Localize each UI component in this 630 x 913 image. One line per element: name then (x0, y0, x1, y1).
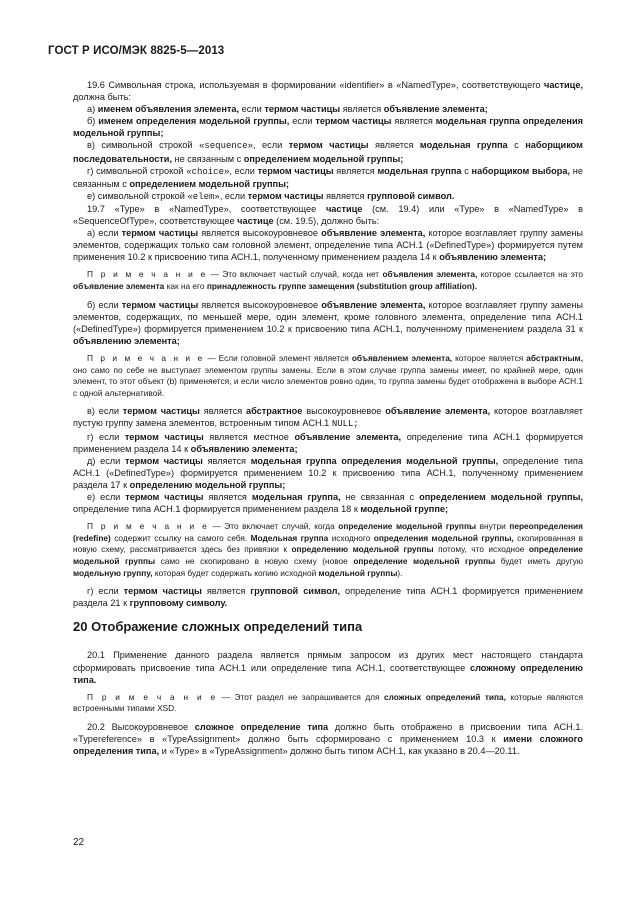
code-literal: «choice» (186, 166, 230, 177)
text-run: с (507, 140, 526, 151)
text-run: , если (229, 165, 258, 176)
text-run: — Это включает случай, когда (208, 521, 339, 532)
text-run: г) если (87, 431, 125, 442)
text-run: определение типа АСН.1 формируется применением раздела 18 к (73, 504, 361, 515)
bold-term: объявление элемента, (385, 406, 491, 417)
list-item-g3 (73, 585, 583, 609)
paragraph-19-6 (73, 79, 583, 103)
bold-term: термом частицы (264, 104, 341, 115)
list-item-v2 (73, 405, 583, 430)
text-run: (см. 19.5), должно быть: (273, 216, 380, 227)
text-run: в) если (87, 406, 123, 417)
paragraph-20-2 (73, 721, 583, 757)
bold-term: термом частицы (315, 116, 392, 127)
text-run: оно само по себе не выступает элементом группы замены. Если в этом случае группа замены имеет, по крайней мере, один элемент, то этот объект (b) применяется, и если число элементов ровно один, то группа замены будет отображена в выборе АСН.1 с одной альтернативой. (73, 364, 583, 398)
document-header: ГОСТ Р ИСО/МЭК 8825-5—2013 (48, 45, 225, 57)
text-run: является (203, 492, 252, 502)
bold-term: термом частицы (288, 140, 369, 151)
bold-term: частице, (543, 80, 583, 90)
bold-term: определению модельной группы (291, 544, 434, 555)
bold-term: сложных определений типа, (383, 691, 506, 702)
bold-term: модельную группу, (73, 567, 153, 578)
text-run: потому, что исходное (433, 544, 529, 555)
text-run: внутри (476, 521, 510, 532)
bold-term: групповому символу. (129, 598, 228, 609)
bold-term: модельная группа определения модельной группы, (250, 455, 499, 466)
bold-term: объявление элемента (73, 281, 165, 291)
text-run: 20.1 Применение данного раздела является прямым запросом из других мест настоящего стандарта сформировать присвоение типа АСН.1 или определение типа АСН.1, соответствующее (73, 650, 583, 673)
section-heading-20 (73, 621, 583, 633)
text-run: , если (253, 140, 289, 151)
list-item-v (73, 139, 583, 164)
code-literal: «elem» (187, 191, 220, 202)
bold-term: частице (325, 203, 363, 214)
list-item-g2 (73, 431, 583, 455)
bold-term: определению модельной группы; (129, 479, 286, 490)
bold-term: модельная группа (377, 165, 462, 176)
text-run: с (461, 165, 472, 176)
bold-term: наборщиком последовательности, (73, 140, 583, 164)
bold-term: объявления элемента, (382, 269, 478, 280)
text-run: которое ссылается на это (477, 269, 583, 280)
bold-term: термом частицы (121, 228, 199, 239)
bold-term: наборщиком выбора, (471, 165, 571, 176)
bold-term: объявлению элемента; (73, 335, 180, 346)
bold-term: термом частицы (247, 190, 324, 201)
bold-term: объявление элемента, (321, 299, 426, 310)
bold-term: определением модельной группы; (129, 178, 290, 189)
text-run: (см. 19.4) или «Type» в «NamedType» в «SequenceOfType», соответствующее (73, 203, 584, 227)
text-run: само не скопировано в новую схему (новое (155, 555, 354, 566)
bold-term: термом частицы (124, 455, 203, 466)
text-run: П р и м е ч а н и е (87, 352, 205, 363)
text-run: ). (397, 567, 403, 578)
bold-term: принадлежность группе замещения (substitution group affiliation). (206, 281, 477, 291)
text-run: является (323, 190, 368, 201)
text-run: которое возглавляет пустую группу замена элементов, встроенным типом АСН.1 (73, 406, 584, 429)
bold-term: определением модельной группы; (243, 153, 404, 164)
text-run: е) если (87, 492, 126, 502)
bold-term: определение модельной группы (338, 521, 477, 532)
code-literal: «sequence» (198, 141, 253, 152)
text-run: б) если (87, 299, 122, 310)
text-run: является (333, 165, 378, 176)
text-run: высокоуровневое (302, 406, 386, 417)
list-item-e2 (73, 491, 583, 515)
text-run: определение типа АСН.1 («DefinedType») формируется применением 10.2 к присвоению типа АСН.1, полученному применением раздела 17 к (73, 455, 583, 490)
text-run: П р и м е ч а н и е (87, 521, 209, 532)
text-run: а) если (87, 228, 122, 239)
text-run: в) символьной строкой (87, 140, 199, 151)
bold-term: групповой символ. (367, 190, 455, 201)
bold-term: частице (237, 216, 274, 227)
bold-term: сложному определению типа. (73, 662, 583, 685)
text-run: — Это включает частый случай, когда нет (207, 269, 383, 280)
list-item-b (73, 115, 583, 139)
text-run: , если (219, 190, 248, 201)
text-run: является (201, 586, 251, 597)
text-run: исходного (328, 532, 374, 543)
text-run: должно быть отображено в присвоении типа АСН.1. «Typereference» в «TypeAssignment» должно быть сформировано с применением 10.3 к (73, 721, 584, 744)
text-run: 20.2 Высокоуровневое (87, 721, 195, 732)
text-run: 20 Отображение сложных определений типа (73, 619, 363, 635)
list-item-a2 (73, 227, 583, 263)
bold-term: абстрактным, (526, 352, 583, 363)
text-run: е) символьной строкой (87, 190, 188, 201)
text-run: г) символьной строкой (87, 165, 187, 176)
text-run: определение типа АСН.1 формируется применением раздела 21 к (73, 586, 583, 609)
bold-term: групповой символ, (250, 586, 341, 597)
text-run: и «Type» в «TypeAssignment» должно быть типом АСН.1, как указано в 20.4—20.11. (159, 746, 520, 757)
bold-term: определение модельной группы (73, 544, 583, 566)
text-run: которое возглавляет группу замены элементов, содержащих только сам головной элемент, определение типа АСН.1 («DefinedType») формируется путем применения 10.2 к присвоению типа АСН.1, полученному применением раздела 14 к (73, 228, 584, 263)
list-item-d2 (73, 455, 583, 491)
bold-term: сложное определение типа (194, 721, 329, 732)
list-item-e (73, 190, 583, 203)
text-run: П р и м е ч а н и е (87, 691, 218, 702)
text-run: определение типа АСН.1 формируется применением раздела 14 к (73, 431, 584, 454)
text-run: — Этот раздел не запрашивается для (217, 691, 384, 702)
note-1 (73, 269, 583, 292)
text-run: г) если (87, 586, 124, 597)
bold-term: модельная группа определения модельной группы; (73, 116, 583, 139)
text-run: должна быть: (73, 92, 131, 103)
text-run: не связанная с (340, 492, 420, 502)
text-run: б) (87, 116, 99, 127)
text-run: которое является (452, 352, 527, 363)
page-number: 22 (73, 837, 85, 848)
text-run: которая будет содержать копию исходной (152, 567, 319, 578)
note-3 (73, 521, 583, 579)
text-run: а) (87, 104, 98, 115)
text-run: 19.6 Символьная строка, используемая в формировании «identifier» в «NamedType», соответствующего (87, 80, 544, 90)
bold-term: термом частицы (124, 431, 204, 442)
bold-term: определение модельной группы (353, 555, 496, 566)
text-run: которые являются встроенными типами XSD. (73, 691, 584, 714)
text-run: является (391, 116, 436, 127)
bold-term: Модельная группа (250, 532, 329, 543)
text-run: не связанным с (172, 153, 244, 164)
paragraph-19-7 (73, 203, 583, 227)
bold-term: модельная группа, (251, 492, 341, 502)
bold-term: определением модельной группы, (419, 492, 584, 502)
text-run: если (239, 104, 265, 115)
bold-term: объявление элемента, (321, 228, 426, 239)
bold-term: объявление элемента; (383, 104, 488, 115)
text-run: содержит ссылку на самого себя. (110, 532, 251, 543)
text-run: скопированная в новую схему, рассматривается здесь без привязки к (73, 532, 583, 555)
bold-term: именем объявления элемента, (97, 104, 240, 115)
text-run: является (202, 455, 251, 466)
bold-term: термом частицы (123, 586, 202, 597)
text-run: д) если (87, 455, 125, 466)
bold-term: объявление элемента, (294, 431, 402, 442)
text-run: если (289, 116, 316, 127)
bold-term: имени сложного определения типа, (73, 734, 583, 757)
bold-term: модельной группы (318, 567, 398, 578)
text-run: является (368, 140, 420, 151)
paragraph-20-1 (73, 649, 583, 685)
text-run: является (340, 104, 384, 115)
bold-term: абстрактное (246, 406, 303, 417)
bold-term: термом частицы (121, 299, 199, 310)
bold-term: объявлению элемента; (439, 252, 547, 263)
text-run: будет иметь другую (495, 555, 583, 566)
list-item-b2 (73, 299, 583, 347)
text-run: является высокоуровневое (198, 228, 322, 239)
text-run: — Если головной элемент является (204, 352, 352, 363)
bold-term: определения модельной группы, (373, 532, 514, 543)
list-item-g (73, 165, 583, 190)
text-run: является местное (203, 431, 295, 442)
text-run: 19.7 «Type» в «NamedType», соответствующее (87, 203, 326, 214)
note-2 (73, 353, 583, 399)
note-4 (73, 692, 583, 715)
bold-term: переопределения (redefine) (73, 521, 583, 543)
document-body (73, 79, 583, 757)
text-run: которое возглавляет группу замены элементов, содержащих, по меньшей мере, один элемент, кроме головного элемента, определение типа АСН.1 («DefinedType») формируется применением 10.2 к присвоению типа АСН.1, полученному применением раздела 31 к (73, 299, 584, 334)
bold-term: модельной группе; (360, 504, 449, 515)
text-run: является (199, 406, 247, 417)
bold-term: именем определения модельной группы, (98, 116, 290, 127)
bold-term: объявлением элемента, (351, 352, 453, 363)
text-run: как на его (164, 281, 207, 291)
text-run: П р и м е ч а н и е (87, 269, 208, 280)
list-item-a (73, 103, 583, 115)
bold-term: объявлению элемента; (190, 443, 298, 454)
bold-term: модельная группа (419, 140, 508, 151)
bold-term: термом частицы (122, 406, 200, 417)
code-literal: NULL; (331, 419, 359, 430)
bold-term: термом частицы (125, 492, 204, 502)
bold-term: термом частицы (257, 165, 334, 176)
text-run: не связанным с (73, 165, 583, 189)
text-run: является высокоуровневое (198, 299, 322, 310)
